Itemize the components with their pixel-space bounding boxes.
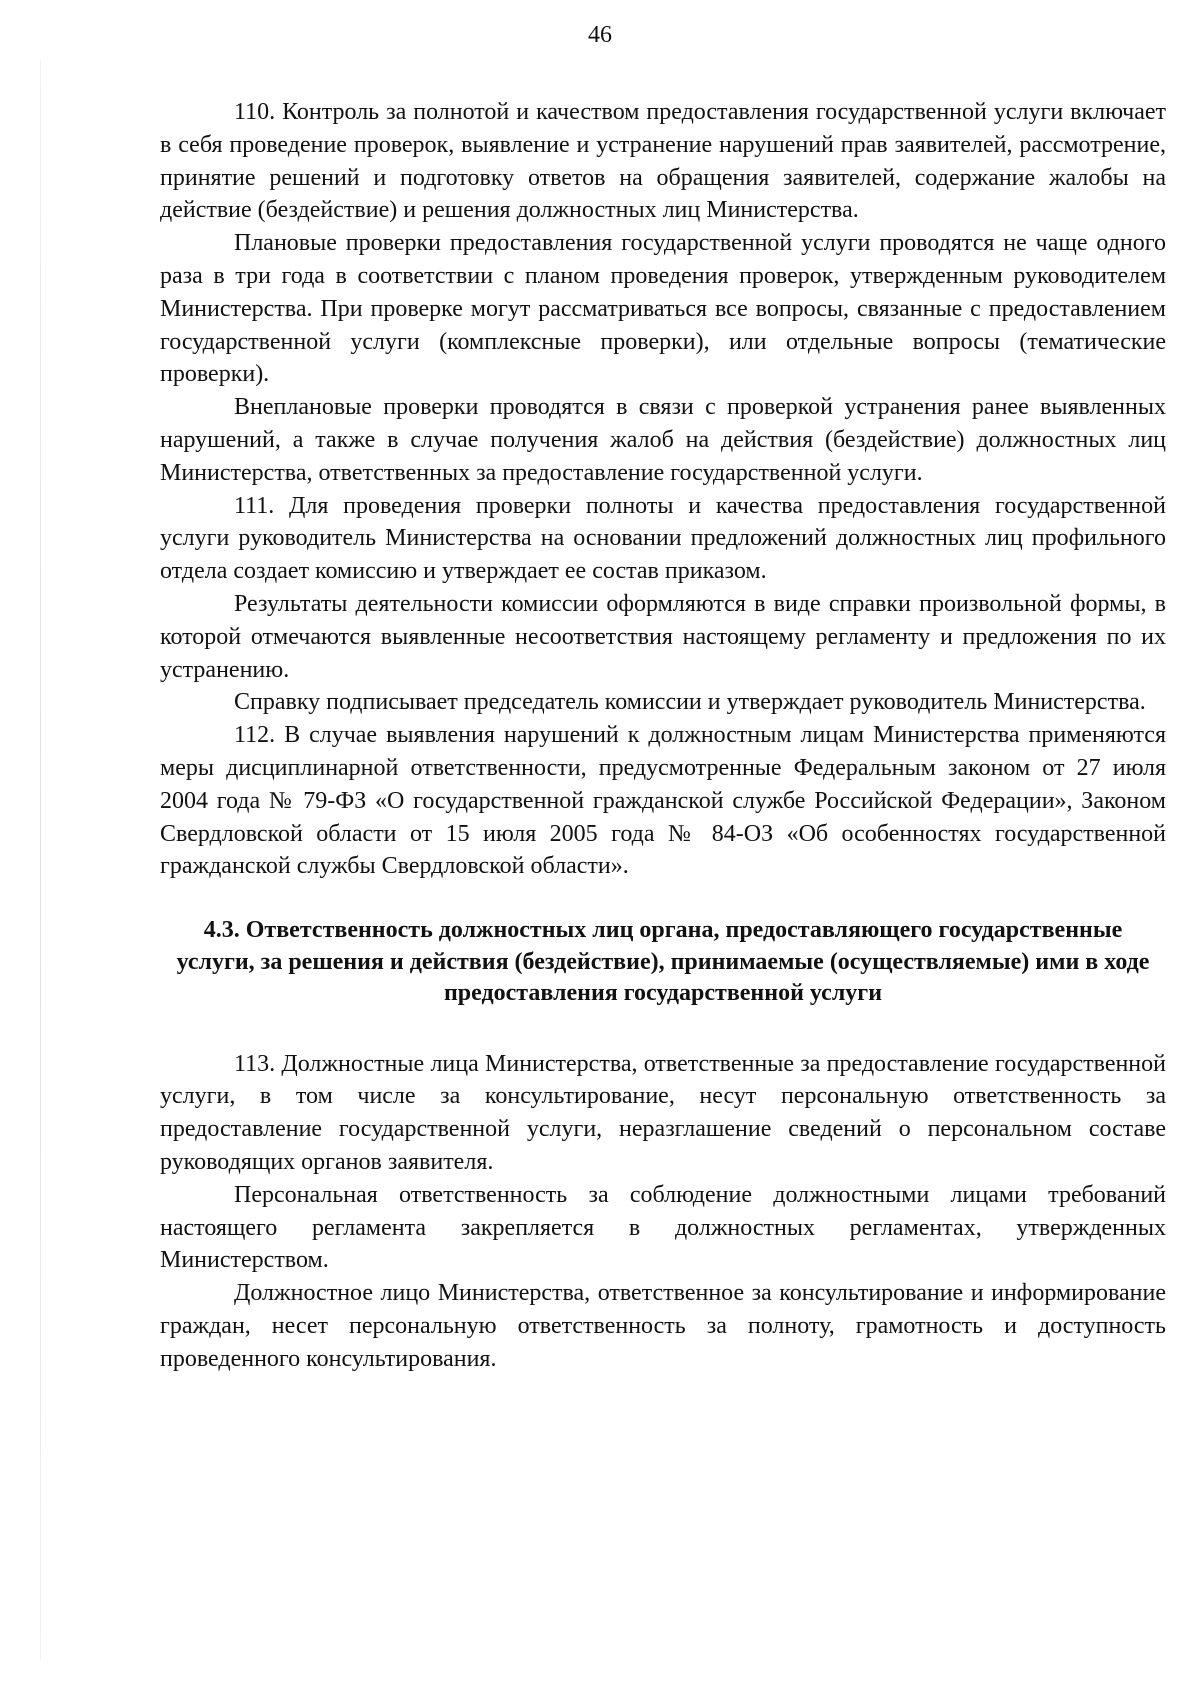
paragraph-consulting-official: Должностное лицо Министерства, ответственное за консультирование и информирование граждан, несет персональную ответственность за полноту, грамотность и доступность проведенного консультирования. xyxy=(160,1280,1166,1372)
paragraph-commission-results: Результаты деятельности комиссии оформляются в виде справки произвольной формы, в которой отмечаются выявленные несоответствия настоящему регламенту и предложения по их устранению. xyxy=(160,590,1166,683)
paragraph-111: 111. Для проведения проверки полноты и качества предоставления государственной услуги руководитель Министерства на основании предложений должностных лиц профильного отдела создает комиссию и утверждает ее состав приказом. xyxy=(160,492,1166,585)
paragraph-personal-responsibility: Персональная ответственность за соблюдение должностными лицами требований настоящего регламента закрепляется в должностных регламентах, утвержденных Министерством. xyxy=(160,1181,1166,1274)
paragraph-unplanned-checks: Внеплановые проверки проводятся в связи с проверкой устранения ранее выявленных нарушений, а также в случае получения жалоб на действия (бездействие) должностных лиц Министерства, ответственных за предоставление государственной услуги. xyxy=(160,394,1166,486)
paragraph-certificate-signing: Справку подписывает председатель комиссии и утверждает руководитель Министерства. xyxy=(234,689,1146,716)
paragraph-112: 112. В случае выявления нарушений к должностным лицам Министерства применяются меры дисциплинарной ответственности, предусмотренные Федеральным законом от 27 июля 2004 года № 79-ФЗ «О государственной гражданской службе Российской Федерации», Законом Свердловской области от 15 июля 2005 года № 84-ОЗ «Об особенностях государственной гражданской службы Свердловской области». xyxy=(160,722,1166,880)
document-body xyxy=(160,96,1166,1376)
section-heading-4-3: 4.3. Ответственность должностных лиц органа, предоставляющего государственные услуги, за решения и действия (бездействие), принимаемые (осуществляемые) ими в ходе предоставления государственной услуги xyxy=(176,917,1150,1007)
paragraph-planned-checks: Плановые проверки предоставления государственной услуги проводятся не чаще одного раза в три года в соответствии с планом проведения проверок, утвержденным руководителем Министерства. При проверке могут рассматриваться все вопросы, связанные с предоставлением государственной услуги (комплексные проверки), или отдельные вопросы (тематические проверки). xyxy=(160,230,1166,388)
page-number: 46 xyxy=(588,22,612,48)
paragraph-113: 113. Должностные лица Министерства, ответственные за предоставление государственной услуги, в том числе за консультирование, несут персональную ответственность за предоставление государственной услуги, неразглашение сведений о персональном составе руководящих органов заявителя. xyxy=(160,1050,1166,1176)
paragraph-110: 110. Контроль за полнотой и качеством предоставления государственной услуги включает в себя проведение проверок, выявление и устранение нарушений прав заявителей, рассмотрение, принятие решений и подготовку ответов на обращения заявителей, содержание жалобы на действие (бездействие) и решения должностных лиц Министерства. xyxy=(160,99,1166,224)
scan-edge-line xyxy=(40,60,41,1660)
